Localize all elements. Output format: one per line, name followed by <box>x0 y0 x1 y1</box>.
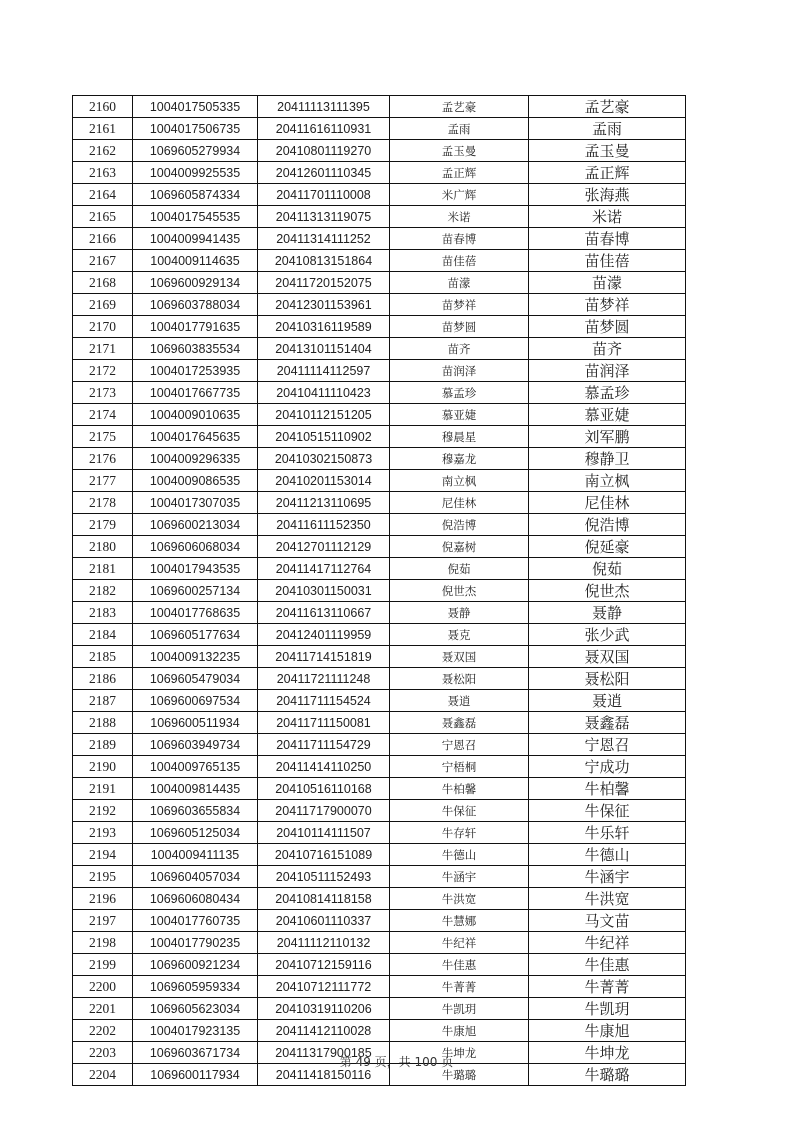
row-sequence-number: 2188 <box>73 712 133 734</box>
certificate-number: 20411721111248 <box>258 668 390 690</box>
exam-number: 1069606068034 <box>133 536 258 558</box>
student-name: 米广辉 <box>390 184 529 206</box>
table-row <box>73 954 686 976</box>
confirmed-name: 牛坤龙 <box>529 1042 686 1064</box>
student-name: 米诺 <box>390 206 529 228</box>
exam-number: 1069600213034 <box>133 514 258 536</box>
row-sequence-number: 2192 <box>73 800 133 822</box>
student-roster-table <box>72 95 686 1086</box>
exam-number: 1004017253935 <box>133 360 258 382</box>
table-row <box>73 800 686 822</box>
certificate-number: 20410411110423 <box>258 382 390 404</box>
certificate-number: 20410712159116 <box>258 954 390 976</box>
exam-number: 1069603788034 <box>133 294 258 316</box>
certificate-number: 20410316119589 <box>258 316 390 338</box>
row-sequence-number: 2169 <box>73 294 133 316</box>
confirmed-name: 穆静卫 <box>529 448 686 470</box>
certificate-number: 20412301153961 <box>258 294 390 316</box>
exam-number: 1004017505335 <box>133 96 258 118</box>
student-name: 孟正辉 <box>390 162 529 184</box>
certificate-number: 20411613110667 <box>258 602 390 624</box>
certificate-number: 20410302150873 <box>258 448 390 470</box>
certificate-number: 20411314111252 <box>258 228 390 250</box>
student-name: 聂逍 <box>390 690 529 712</box>
exam-number: 1069600257134 <box>133 580 258 602</box>
exam-number: 1004017760735 <box>133 910 258 932</box>
confirmed-name: 聂静 <box>529 602 686 624</box>
confirmed-name: 牛凯玥 <box>529 998 686 1020</box>
student-name: 牛康旭 <box>390 1020 529 1042</box>
exam-number: 1004017645635 <box>133 426 258 448</box>
exam-number: 1004017307035 <box>133 492 258 514</box>
student-name: 苗濛 <box>390 272 529 294</box>
table-row <box>73 558 686 580</box>
student-name: 聂鑫磊 <box>390 712 529 734</box>
certificate-number: 20410716151089 <box>258 844 390 866</box>
certificate-number: 20411616110931 <box>258 118 390 140</box>
table-row <box>73 206 686 228</box>
confirmed-name: 苗梦圆 <box>529 316 686 338</box>
row-sequence-number: 2187 <box>73 690 133 712</box>
certificate-number: 20410112151205 <box>258 404 390 426</box>
confirmed-name: 倪浩博 <box>529 514 686 536</box>
row-sequence-number: 2174 <box>73 404 133 426</box>
confirmed-name: 苗濛 <box>529 272 686 294</box>
certificate-number: 20410813151864 <box>258 250 390 272</box>
confirmed-name: 南立枫 <box>529 470 686 492</box>
certificate-number: 20411412110028 <box>258 1020 390 1042</box>
student-name: 牛涵宇 <box>390 866 529 888</box>
confirmed-name: 苗春博 <box>529 228 686 250</box>
student-name: 穆嘉龙 <box>390 448 529 470</box>
certificate-number: 20410801119270 <box>258 140 390 162</box>
student-name: 牛菁菁 <box>390 976 529 998</box>
row-sequence-number: 2199 <box>73 954 133 976</box>
confirmed-name: 牛乐轩 <box>529 822 686 844</box>
exam-number: 1004017768635 <box>133 602 258 624</box>
exam-number: 1069603835534 <box>133 338 258 360</box>
exam-number: 1004009941435 <box>133 228 258 250</box>
confirmed-name: 牛佳惠 <box>529 954 686 976</box>
certificate-number: 20411313119075 <box>258 206 390 228</box>
row-sequence-number: 2198 <box>73 932 133 954</box>
exam-number: 1004009114635 <box>133 250 258 272</box>
student-name: 聂松阳 <box>390 668 529 690</box>
exam-number: 1004017545535 <box>133 206 258 228</box>
student-name: 慕孟珍 <box>390 382 529 404</box>
certificate-number: 20410601110337 <box>258 910 390 932</box>
row-sequence-number: 2181 <box>73 558 133 580</box>
table-row <box>73 910 686 932</box>
student-name: 宁恩召 <box>390 734 529 756</box>
row-sequence-number: 2178 <box>73 492 133 514</box>
row-sequence-number: 2203 <box>73 1042 133 1064</box>
exam-number: 1069600921234 <box>133 954 258 976</box>
student-name: 尼佳林 <box>390 492 529 514</box>
row-sequence-number: 2200 <box>73 976 133 998</box>
student-name: 苗佳蓓 <box>390 250 529 272</box>
exam-number: 1004017506735 <box>133 118 258 140</box>
certificate-number: 20410301150031 <box>258 580 390 602</box>
confirmed-name: 牛璐璐 <box>529 1064 686 1086</box>
certificate-number: 20411417112764 <box>258 558 390 580</box>
table-row <box>73 712 686 734</box>
exam-number: 1004009765135 <box>133 756 258 778</box>
student-name: 苗春博 <box>390 228 529 250</box>
certificate-number: 20410516110168 <box>258 778 390 800</box>
certificate-number: 20412401119959 <box>258 624 390 646</box>
table-row <box>73 690 686 712</box>
table-row <box>73 646 686 668</box>
confirmed-name: 苗梦祥 <box>529 294 686 316</box>
confirmed-name: 孟正辉 <box>529 162 686 184</box>
row-sequence-number: 2161 <box>73 118 133 140</box>
exam-number: 1004009925535 <box>133 162 258 184</box>
row-sequence-number: 2196 <box>73 888 133 910</box>
table-row <box>73 404 686 426</box>
student-name: 牛璐璐 <box>390 1064 529 1086</box>
row-sequence-number: 2175 <box>73 426 133 448</box>
student-name: 牛纪祥 <box>390 932 529 954</box>
row-sequence-number: 2176 <box>73 448 133 470</box>
row-sequence-number: 2168 <box>73 272 133 294</box>
student-name: 南立枫 <box>390 470 529 492</box>
exam-number: 1004017943535 <box>133 558 258 580</box>
row-sequence-number: 2177 <box>73 470 133 492</box>
certificate-number: 20410511152493 <box>258 866 390 888</box>
row-sequence-number: 2172 <box>73 360 133 382</box>
certificate-number: 20411418150116 <box>258 1064 390 1086</box>
row-sequence-number: 2201 <box>73 998 133 1020</box>
exam-number: 1069603655834 <box>133 800 258 822</box>
exam-number: 1004017923135 <box>133 1020 258 1042</box>
certificate-number: 20411114112597 <box>258 360 390 382</box>
exam-number: 1069605279934 <box>133 140 258 162</box>
certificate-number: 20411717900070 <box>258 800 390 822</box>
certificate-number: 20411711154729 <box>258 734 390 756</box>
certificate-number: 20411317900185 <box>258 1042 390 1064</box>
student-name: 牛柏馨 <box>390 778 529 800</box>
confirmed-name: 牛康旭 <box>529 1020 686 1042</box>
certificate-number: 20410814118158 <box>258 888 390 910</box>
certificate-number: 20411414110250 <box>258 756 390 778</box>
table-row <box>73 844 686 866</box>
student-name: 聂克 <box>390 624 529 646</box>
exam-number: 1004009814435 <box>133 778 258 800</box>
row-sequence-number: 2160 <box>73 96 133 118</box>
exam-number: 1069605874334 <box>133 184 258 206</box>
confirmed-name: 聂松阳 <box>529 668 686 690</box>
confirmed-name: 孟雨 <box>529 118 686 140</box>
table-row <box>73 140 686 162</box>
certificate-number: 20411611152350 <box>258 514 390 536</box>
row-sequence-number: 2170 <box>73 316 133 338</box>
confirmed-name: 慕亚婕 <box>529 404 686 426</box>
table-row <box>73 272 686 294</box>
exam-number: 1004009010635 <box>133 404 258 426</box>
student-name: 倪世杰 <box>390 580 529 602</box>
student-name: 倪浩博 <box>390 514 529 536</box>
certificate-number: 20412701112129 <box>258 536 390 558</box>
row-sequence-number: 2166 <box>73 228 133 250</box>
table-row <box>73 118 686 140</box>
student-name: 穆晨星 <box>390 426 529 448</box>
exam-number: 1069603949734 <box>133 734 258 756</box>
row-sequence-number: 2164 <box>73 184 133 206</box>
confirmed-name: 慕孟珍 <box>529 382 686 404</box>
table-row <box>73 888 686 910</box>
certificate-number: 20410515110902 <box>258 426 390 448</box>
student-name: 牛德山 <box>390 844 529 866</box>
row-sequence-number: 2182 <box>73 580 133 602</box>
row-sequence-number: 2191 <box>73 778 133 800</box>
certificate-number: 20412601110345 <box>258 162 390 184</box>
student-name: 牛凯玥 <box>390 998 529 1020</box>
confirmed-name: 聂鑫磊 <box>529 712 686 734</box>
student-name: 苗润泽 <box>390 360 529 382</box>
page-footer: 第 49 页，共 100 页 <box>339 1055 454 1069</box>
row-sequence-number: 2197 <box>73 910 133 932</box>
student-name: 牛慧娜 <box>390 910 529 932</box>
certificate-number: 20411112110132 <box>258 932 390 954</box>
table-row <box>73 492 686 514</box>
student-name: 宁梧桐 <box>390 756 529 778</box>
row-sequence-number: 2179 <box>73 514 133 536</box>
certificate-number: 20410712111772 <box>258 976 390 998</box>
certificate-number: 20411701110008 <box>258 184 390 206</box>
table-row <box>73 382 686 404</box>
certificate-number: 20410114111507 <box>258 822 390 844</box>
confirmed-name: 苗润泽 <box>529 360 686 382</box>
confirmed-name: 倪延豪 <box>529 536 686 558</box>
confirmed-name: 牛德山 <box>529 844 686 866</box>
certificate-number: 20410201153014 <box>258 470 390 492</box>
table-row <box>73 250 686 272</box>
table-row <box>73 514 686 536</box>
confirmed-name: 刘军鹏 <box>529 426 686 448</box>
student-name: 孟艺豪 <box>390 96 529 118</box>
student-name: 孟雨 <box>390 118 529 140</box>
table-row <box>73 580 686 602</box>
table-row <box>73 602 686 624</box>
table-row <box>73 338 686 360</box>
table-row <box>73 932 686 954</box>
exam-number: 1004009296335 <box>133 448 258 470</box>
table-row <box>73 822 686 844</box>
student-name: 苗梦祥 <box>390 294 529 316</box>
exam-number: 1069600929134 <box>133 272 258 294</box>
table-row <box>73 976 686 998</box>
confirmed-name: 牛菁菁 <box>529 976 686 998</box>
confirmed-name: 倪世杰 <box>529 580 686 602</box>
confirmed-name: 牛纪祥 <box>529 932 686 954</box>
table-row <box>73 360 686 382</box>
row-sequence-number: 2163 <box>73 162 133 184</box>
exam-number: 1004017667735 <box>133 382 258 404</box>
student-name: 聂静 <box>390 602 529 624</box>
confirmed-name: 张少武 <box>529 624 686 646</box>
student-name: 倪嘉树 <box>390 536 529 558</box>
row-sequence-number: 2173 <box>73 382 133 404</box>
table-row <box>73 294 686 316</box>
certificate-number: 20411720152075 <box>258 272 390 294</box>
confirmed-name: 孟艺豪 <box>529 96 686 118</box>
row-sequence-number: 2171 <box>73 338 133 360</box>
certificate-number: 20413101151404 <box>258 338 390 360</box>
confirmed-name: 尼佳林 <box>529 492 686 514</box>
table-row <box>73 536 686 558</box>
table-row <box>73 778 686 800</box>
student-name: 牛坤龙 <box>390 1042 529 1064</box>
confirmed-name: 米诺 <box>529 206 686 228</box>
student-name: 牛保征 <box>390 800 529 822</box>
student-name: 牛佳惠 <box>390 954 529 976</box>
table-row <box>73 734 686 756</box>
certificate-number: 20410319110206 <box>258 998 390 1020</box>
confirmed-name: 张海燕 <box>529 184 686 206</box>
confirmed-name: 倪茹 <box>529 558 686 580</box>
confirmed-name: 牛涵宇 <box>529 866 686 888</box>
table-row <box>73 316 686 338</box>
exam-number: 1069605125034 <box>133 822 258 844</box>
table-row <box>73 866 686 888</box>
exam-number: 1069605959334 <box>133 976 258 998</box>
row-sequence-number: 2167 <box>73 250 133 272</box>
table-row <box>73 162 686 184</box>
confirmed-name: 马文苗 <box>529 910 686 932</box>
row-sequence-number: 2162 <box>73 140 133 162</box>
row-sequence-number: 2186 <box>73 668 133 690</box>
row-sequence-number: 2204 <box>73 1064 133 1086</box>
table-row <box>73 1020 686 1042</box>
table-row <box>73 426 686 448</box>
exam-number: 1004017790235 <box>133 932 258 954</box>
row-sequence-number: 2184 <box>73 624 133 646</box>
confirmed-name: 孟玉曼 <box>529 140 686 162</box>
roster-body <box>73 96 686 1086</box>
exam-number: 1004009086535 <box>133 470 258 492</box>
row-sequence-number: 2193 <box>73 822 133 844</box>
row-sequence-number: 2185 <box>73 646 133 668</box>
exam-number: 1004009411135 <box>133 844 258 866</box>
confirmed-name: 牛保征 <box>529 800 686 822</box>
row-sequence-number: 2190 <box>73 756 133 778</box>
exam-number: 1004009132235 <box>133 646 258 668</box>
certificate-number: 20411711150081 <box>258 712 390 734</box>
exam-number: 1069605623034 <box>133 998 258 1020</box>
student-name: 牛洪宽 <box>390 888 529 910</box>
exam-number: 1069600511934 <box>133 712 258 734</box>
row-sequence-number: 2189 <box>73 734 133 756</box>
student-name: 聂双国 <box>390 646 529 668</box>
confirmed-name: 苗齐 <box>529 338 686 360</box>
exam-number: 1069605177634 <box>133 624 258 646</box>
confirmed-name: 聂逍 <box>529 690 686 712</box>
confirmed-name: 苗佳蓓 <box>529 250 686 272</box>
table-row <box>73 228 686 250</box>
confirmed-name: 牛柏馨 <box>529 778 686 800</box>
student-name: 孟玉曼 <box>390 140 529 162</box>
student-name: 慕亚婕 <box>390 404 529 426</box>
student-name: 苗齐 <box>390 338 529 360</box>
confirmed-name: 宁恩召 <box>529 734 686 756</box>
row-sequence-number: 2180 <box>73 536 133 558</box>
confirmed-name: 牛洪宽 <box>529 888 686 910</box>
certificate-number: 20411714151819 <box>258 646 390 668</box>
table-row <box>73 624 686 646</box>
row-sequence-number: 2165 <box>73 206 133 228</box>
confirmed-name: 聂双国 <box>529 646 686 668</box>
table-row <box>73 998 686 1020</box>
exam-number: 1069603671734 <box>133 1042 258 1064</box>
confirmed-name: 宁成功 <box>529 756 686 778</box>
table-row <box>73 184 686 206</box>
table-row <box>73 448 686 470</box>
student-name: 牛存轩 <box>390 822 529 844</box>
certificate-number: 20411113111395 <box>258 96 390 118</box>
exam-number: 1069605479034 <box>133 668 258 690</box>
row-sequence-number: 2183 <box>73 602 133 624</box>
exam-number: 1069606080434 <box>133 888 258 910</box>
table-row <box>73 756 686 778</box>
row-sequence-number: 2194 <box>73 844 133 866</box>
student-name: 苗梦圆 <box>390 316 529 338</box>
student-name: 倪茹 <box>390 558 529 580</box>
exam-number: 1069600117934 <box>133 1064 258 1086</box>
exam-number: 1069600697534 <box>133 690 258 712</box>
exam-number: 1004017791635 <box>133 316 258 338</box>
table-row <box>73 668 686 690</box>
exam-number: 1069604057034 <box>133 866 258 888</box>
table-row <box>73 96 686 118</box>
certificate-number: 20411711154524 <box>258 690 390 712</box>
row-sequence-number: 2195 <box>73 866 133 888</box>
table-row <box>73 470 686 492</box>
certificate-number: 20411213110695 <box>258 492 390 514</box>
row-sequence-number: 2202 <box>73 1020 133 1042</box>
